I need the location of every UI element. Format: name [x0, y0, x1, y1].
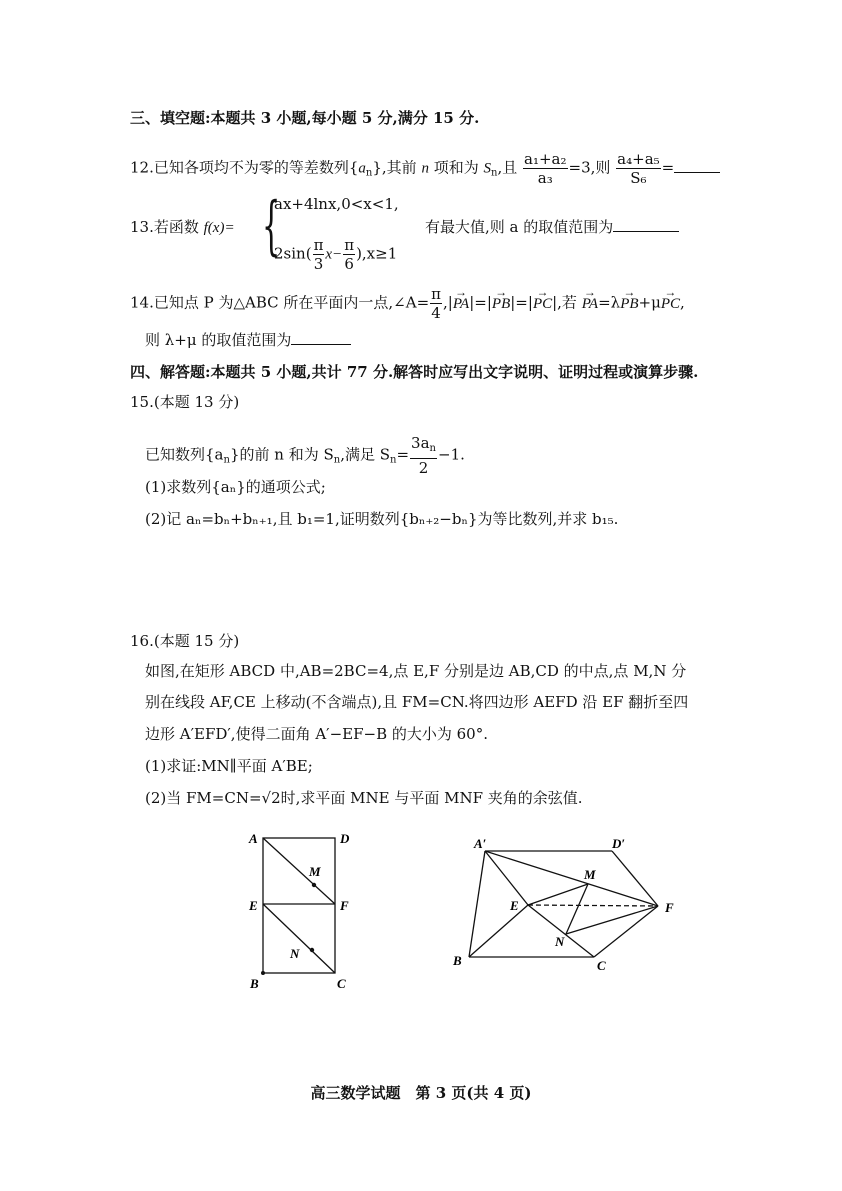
q16-stem-line: 如图,在矩形 ABCD 中,AB=2BC=4,点 E,F 分别是边 AB,CD 的中点,点 M,N 分 [145, 662, 687, 680]
label-a: A [249, 831, 258, 846]
numerator: a₁+a₂ [524, 150, 567, 168]
q12-sub: n [491, 167, 498, 179]
vector-pa: → PA [453, 294, 469, 314]
point-n [310, 948, 314, 952]
q16-stem-line: 边形 A′EFD′,使得二面角 A′−EF−B 的大小为 60°. [145, 725, 488, 743]
label-a-prime: A′ [474, 836, 487, 851]
vector-pb: → PB [620, 294, 638, 314]
q15-part-2: (2)记 aₙ=bₙ+bₙ₊₁,且 b₁=1,证明数列{bₙ₊₂−bₙ}为等比数列,并求 b₁₅. [145, 510, 619, 528]
q16-stem-line: 别在线段 AF,CE 上移动(不含端点),且 FM=CN.将四边形 AEFD 沿 EF 翻折至四 [145, 693, 689, 711]
point-m [312, 883, 316, 887]
label-f: F [340, 898, 349, 913]
label-b: B [250, 976, 259, 991]
q16-part-1: (1)求证:MN∥平面 A′BE; [145, 757, 313, 775]
numerator: π [344, 236, 355, 254]
q12-seq: a [358, 160, 366, 177]
q14-text: =λ [598, 293, 621, 312]
vector-pa: → PA [582, 294, 598, 314]
label-f: F [665, 900, 674, 915]
q12-text: 项和为 [428, 158, 484, 177]
section4-heading: 四、解答题:本题共 5 小题,共计 77 分.解答时应写出文字说明、证明过程或演算步骤. [130, 363, 699, 381]
q12-text: 12.已知各项均不为零的等差数列{ [130, 158, 359, 177]
q15-sub: n [390, 454, 397, 466]
page-footer: 高三数学试题 第 3 页(共 4 页) [310, 1084, 532, 1102]
q12-text: =3,则 [568, 158, 611, 177]
q13-text: 有最大值,则 a 的取值范围为 [425, 218, 614, 236]
numerator: π [431, 285, 441, 303]
denominator: 6 [344, 255, 354, 273]
q14-text: +μ [638, 293, 661, 312]
q13-text: ),x≥1 [356, 244, 398, 263]
q15-sub: n [429, 443, 436, 454]
label-m: M [309, 864, 321, 879]
q12-sub: n [365, 167, 373, 179]
numerator: a₄+a₅ [617, 150, 660, 168]
q15-title: 15.(本题 13 分) [130, 393, 240, 411]
q14-text: ,| [443, 293, 453, 312]
denominator: 3 [313, 255, 324, 273]
q15-text: }的前 n 和为 S [229, 445, 334, 464]
label-m: M [584, 867, 596, 882]
numerator: π [313, 236, 324, 254]
vector-pb: → PB [492, 294, 510, 314]
q15-sub: n [333, 454, 341, 466]
q12-S: S [483, 160, 491, 177]
denominator: 2 [418, 459, 429, 477]
segment-af [263, 838, 335, 904]
q13-text: 13.若函数 [130, 218, 204, 236]
q14-text: , [680, 293, 685, 312]
label-e: E [249, 898, 258, 913]
q12-text: ,且 [497, 158, 518, 177]
label-c: C [597, 958, 606, 973]
label-d: D [340, 831, 350, 846]
q15-text: 已知数列{a [145, 445, 224, 464]
label-n: N [555, 934, 565, 949]
q14-text: |=| [469, 293, 492, 312]
vector-pc: → PC [533, 294, 552, 314]
q16-title: 16.(本题 15 分) [130, 632, 240, 650]
label-e: E [510, 898, 519, 913]
label-d-prime: D′ [612, 836, 626, 851]
q15-part-1: (1)求数列{aₙ}的通项公式; [145, 478, 326, 496]
q15-text: = [396, 445, 410, 464]
section3-heading: 三、填空题:本题共 3 小题,每小题 5 分,满分 15 分. [130, 109, 480, 127]
q15-sub: n [223, 454, 230, 466]
denominator: S₆ [630, 169, 647, 187]
q13-fx: f(x)= [203, 220, 235, 236]
label-n: N [290, 946, 300, 961]
q13-case-1: ax+4lnx,0<x<1, [274, 195, 399, 213]
denominator: 4 [431, 304, 441, 322]
q14-text: 14.已知点 P 为△ABC 所在平面内一点,∠A= [130, 293, 430, 312]
numerator-text: 3a [411, 434, 430, 452]
q13-text: 2sin( [274, 244, 312, 263]
label-b: B [453, 953, 462, 968]
vector-pc: → PC [661, 294, 680, 314]
brace: { [262, 189, 281, 263]
q14-text: |=| [510, 293, 533, 312]
segment-ec [263, 904, 335, 973]
label-c: C [337, 976, 346, 991]
q14-text: 则 λ+μ 的取值范围为 [145, 331, 292, 349]
q15-text: −1. [438, 445, 465, 464]
q12-text: },其前 [372, 158, 422, 177]
q14-text: |,若 [552, 293, 582, 312]
denominator: a₃ [537, 169, 553, 187]
q12-text: = [661, 158, 675, 177]
q16-part-2: (2)当 FM=CN=√2时,求平面 MNE 与平面 MNF 夹角的余弦值. [145, 789, 583, 807]
q13-text: x− [325, 246, 343, 263]
q12-n: n [421, 160, 429, 177]
q15-text: ,满足 S [340, 445, 391, 464]
point-b [261, 971, 265, 975]
